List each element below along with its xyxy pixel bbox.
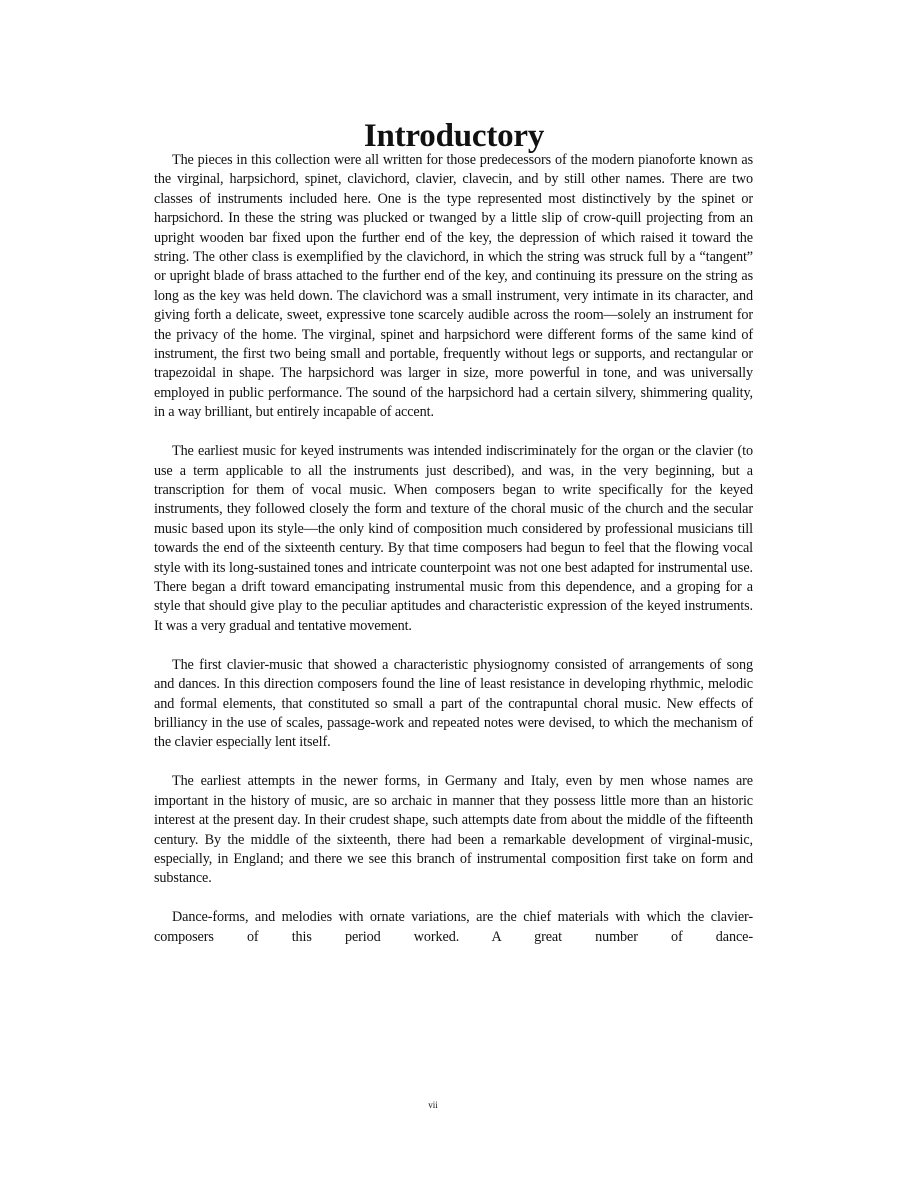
paragraph-instruments: The pieces in this collection were all written for those predecessors of the modern pianoforte known as the virginal, harpsichord, spinet, clavichord, clavier, clavecin, and by still other names. There are two classes of instruments included here. One is the type represented most distinctively by the spinet or harpsichord. In these the string was plucked or twanged by a little slip of crow-quill projecting from an upright wooden bar fixed upon the further end of the key, the depression of which raised it toward the string. The other class is exemplified by the clavichord, in which the string was struck full by a “tangent” or upright blade of brass attached to the further end of the key, and continuing its pressure on the string as long as the key was held down. The clavichord was a small instrument, very intimate in its character, and giving forth a delicate, sweet, expressive tone scarcely audible across the room—solely an instrument for the privacy of the home. The virginal, spinet and harpsichord were different forms of the same kind of instrument, the first two being small and portable, frequently without legs or supports, and rectangular or trapezoidal in shape. The harpsichord was larger in size, more powerful in tone, and was universally employed in public performance. The sound of the harpsichord had a certain silvery, shimmering quality, in a way brilliant, but entirely incapable of accent.	[154, 152, 753, 421]
paragraph-dance-forms: Dance-forms, and melodies with ornate variations, are the chief materials with which the clavier-composers of this period worked. A great number of dance-	[154, 909, 753, 945]
page-title: Introductory	[363, 118, 545, 155]
paragraph-earliest-attempts: The earliest attempts in the newer forms, in Germany and Italy, even by men whose names are important in the history of music, are so archaic in manner that they possess little more than an historic interest at the present day. In their crudest shape, such attempts date from about the middle of the fifteenth century. By the middle of the sixteenth, there had been a remarkable development of virginal-music, especially, in England; and there we see this branch of instrumental composition first take on form and substance.	[154, 773, 753, 887]
paragraph-first-clavier-music: The first clavier-music that showed a characteristic physiognomy consisted of arrangements of song and dances. In this direction composers found the line of least resistance in developing rhythmic, melodic and formal elements, that constituted so small a part of the contrapuntal choral music. New effects of brilliancy in the use of scales, passage-work and repeated notes were devised, to which the mechanism of the clavier especially lent itself.	[154, 656, 753, 751]
body-text	[154, 151, 753, 947]
page-number: vii	[428, 1100, 438, 1110]
paragraph-earliest-music: The earliest music for keyed instruments was intended indiscriminately for the organ or the clavier (to use a term applicable to all the instruments just described), and was, in the very beginning, but a transcription for them of vocal music. When composers began to write specifically for the keyed instruments, they followed closely the form and texture of the choral music of the church and the secular music based upon its style—the only kind of composition much considered by professional musicians till towards the end of the sixteenth century. By that time composers had begun to feel that the flowing vocal style with its long-sustained tones and intricate counterpoint was not one best adapted for instrumental use. There began a drift toward emancipating instrumental music from this dependence, and a groping for a style that should give play to the peculiar aptitudes and characteristic expression of the keyed instruments. It was a very gradual and tentative movement.	[154, 443, 753, 634]
